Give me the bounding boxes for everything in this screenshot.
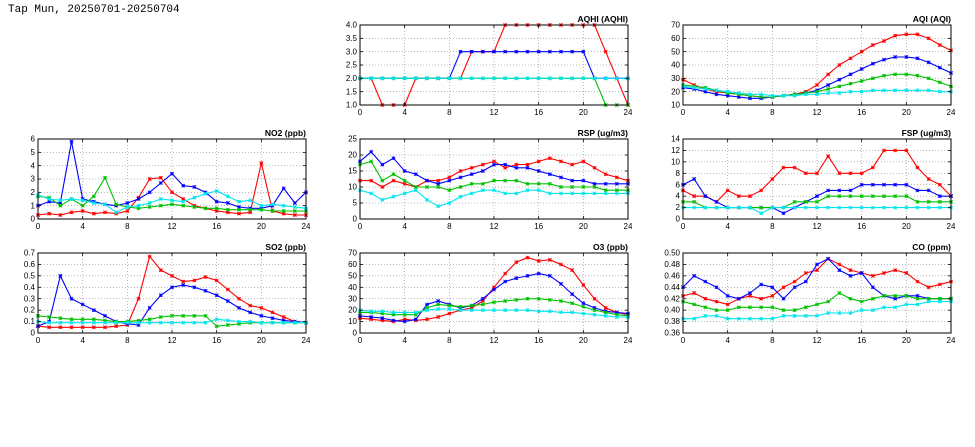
svg-text:70: 70 — [671, 20, 680, 30]
svg-text:2: 2 — [30, 187, 35, 197]
svg-text:3: 3 — [30, 174, 35, 184]
svg-text:0: 0 — [352, 214, 357, 224]
svg-text:0: 0 — [357, 222, 363, 231]
svg-text:12: 12 — [167, 222, 177, 231]
svg-text:24: 24 — [623, 222, 632, 231]
svg-text:20: 20 — [348, 150, 357, 160]
svg-text:0: 0 — [680, 108, 686, 117]
svg-text:0.4: 0.4 — [23, 282, 35, 292]
svg-text:20: 20 — [578, 108, 588, 117]
svg-text:16: 16 — [534, 336, 544, 345]
svg-text:40: 40 — [348, 282, 357, 292]
chart-title: AQI (AQI) — [912, 14, 951, 24]
chart-title: AQHI (AQHI) — [577, 14, 628, 24]
svg-text:3.0: 3.0 — [345, 47, 357, 57]
svg-text:8: 8 — [125, 336, 130, 345]
svg-text:0.2: 0.2 — [23, 305, 35, 315]
svg-text:0.44: 0.44 — [664, 282, 680, 292]
svg-text:0.40: 0.40 — [664, 305, 680, 315]
svg-text:16: 16 — [534, 222, 544, 231]
svg-text:60: 60 — [671, 33, 680, 43]
svg-text:2.0: 2.0 — [345, 73, 357, 83]
chart-title: NO2 (ppb) — [264, 128, 306, 138]
svg-text:8: 8 — [447, 336, 452, 345]
svg-text:16: 16 — [212, 222, 222, 231]
svg-text:16: 16 — [857, 108, 867, 117]
svg-text:4: 4 — [30, 161, 35, 171]
svg-text:0: 0 — [357, 108, 363, 117]
svg-text:20: 20 — [901, 222, 911, 231]
svg-text:0: 0 — [352, 328, 357, 338]
chart-panel-co — [655, 242, 955, 347]
svg-text:24: 24 — [623, 108, 632, 117]
svg-text:0: 0 — [30, 328, 35, 338]
svg-text:50: 50 — [348, 271, 357, 281]
chart-panel-so2 — [10, 242, 310, 347]
svg-text:14: 14 — [671, 134, 680, 144]
svg-text:4: 4 — [80, 336, 85, 345]
svg-text:0.1: 0.1 — [23, 317, 35, 327]
svg-text:24: 24 — [623, 336, 632, 345]
chart-panel-no2 — [10, 128, 310, 233]
svg-text:50: 50 — [671, 47, 680, 57]
svg-text:12: 12 — [489, 222, 499, 231]
svg-text:12: 12 — [489, 336, 499, 345]
svg-text:8: 8 — [675, 168, 680, 178]
svg-text:0.3: 0.3 — [23, 294, 35, 304]
svg-text:15: 15 — [348, 166, 357, 176]
chart-title: SO2 (ppb) — [265, 242, 306, 252]
svg-text:20: 20 — [901, 108, 911, 117]
svg-text:0.48: 0.48 — [664, 260, 680, 270]
chart-title: RSP (ug/m3) — [577, 128, 628, 138]
svg-text:3.5: 3.5 — [345, 33, 357, 43]
svg-text:0.46: 0.46 — [664, 271, 680, 281]
svg-text:24: 24 — [946, 336, 955, 345]
svg-text:30: 30 — [671, 73, 680, 83]
svg-text:0.42: 0.42 — [664, 294, 680, 304]
svg-text:8: 8 — [447, 108, 452, 117]
chart-panel-aqhi — [332, 14, 632, 119]
svg-text:4.0: 4.0 — [345, 20, 357, 30]
svg-text:20: 20 — [578, 336, 588, 345]
svg-text:10: 10 — [348, 317, 357, 327]
svg-text:30: 30 — [348, 294, 357, 304]
svg-text:24: 24 — [946, 222, 955, 231]
chart-title: FSP (ug/m3) — [901, 128, 951, 138]
svg-text:1.5: 1.5 — [345, 87, 357, 97]
svg-text:12: 12 — [489, 108, 499, 117]
svg-text:20: 20 — [256, 336, 266, 345]
chart-title: O3 (ppb) — [593, 242, 628, 252]
svg-text:1.0: 1.0 — [345, 100, 357, 110]
svg-text:20: 20 — [901, 336, 911, 345]
chart-panel-o3 — [332, 242, 632, 347]
svg-text:4: 4 — [725, 336, 730, 345]
svg-text:0: 0 — [680, 336, 686, 345]
svg-text:60: 60 — [348, 260, 357, 270]
svg-text:4: 4 — [402, 336, 407, 345]
svg-text:8: 8 — [447, 222, 452, 231]
svg-text:0: 0 — [35, 336, 41, 345]
svg-text:6: 6 — [675, 180, 680, 190]
svg-text:24: 24 — [946, 108, 955, 117]
svg-text:8: 8 — [125, 222, 130, 231]
svg-text:0.7: 0.7 — [23, 248, 35, 258]
svg-text:10: 10 — [348, 182, 357, 192]
svg-text:70: 70 — [348, 248, 357, 258]
svg-text:0: 0 — [680, 222, 686, 231]
svg-text:6: 6 — [30, 134, 35, 144]
svg-text:0: 0 — [357, 336, 363, 345]
svg-text:12: 12 — [812, 222, 822, 231]
svg-text:24: 24 — [301, 336, 310, 345]
svg-text:0.50: 0.50 — [664, 248, 680, 258]
svg-text:4: 4 — [725, 108, 730, 117]
svg-text:1: 1 — [30, 201, 35, 211]
svg-text:16: 16 — [534, 108, 544, 117]
svg-text:8: 8 — [770, 336, 775, 345]
svg-text:0: 0 — [35, 222, 41, 231]
svg-text:20: 20 — [671, 87, 680, 97]
svg-text:20: 20 — [348, 305, 357, 315]
svg-text:12: 12 — [812, 108, 822, 117]
svg-text:16: 16 — [857, 222, 867, 231]
svg-text:0: 0 — [30, 214, 35, 224]
svg-text:5: 5 — [30, 147, 35, 157]
svg-text:24: 24 — [301, 222, 310, 231]
svg-text:8: 8 — [770, 108, 775, 117]
svg-text:12: 12 — [167, 336, 177, 345]
svg-text:10: 10 — [671, 157, 680, 167]
svg-text:4: 4 — [675, 191, 680, 201]
svg-text:0: 0 — [675, 214, 680, 224]
svg-text:16: 16 — [212, 336, 222, 345]
svg-text:0.38: 0.38 — [664, 317, 680, 327]
svg-text:0.6: 0.6 — [23, 260, 35, 270]
svg-text:20: 20 — [256, 222, 266, 231]
chart-title: CO (ppm) — [912, 242, 951, 252]
svg-text:25: 25 — [348, 134, 357, 144]
svg-text:4: 4 — [725, 222, 730, 231]
svg-text:4: 4 — [402, 108, 407, 117]
svg-text:5: 5 — [352, 198, 357, 208]
chart-panel-aqi — [655, 14, 955, 119]
svg-text:4: 4 — [80, 222, 85, 231]
svg-text:10: 10 — [671, 100, 680, 110]
svg-text:20: 20 — [578, 222, 588, 231]
svg-text:0.36: 0.36 — [664, 328, 680, 338]
svg-text:16: 16 — [857, 336, 867, 345]
svg-text:12: 12 — [812, 336, 822, 345]
chart-panel-fsp — [655, 128, 955, 233]
svg-text:0.5: 0.5 — [23, 271, 35, 281]
svg-text:8: 8 — [770, 222, 775, 231]
page-title: Tap Mun, 20250701-20250704 — [8, 4, 180, 16]
svg-text:40: 40 — [671, 60, 680, 70]
chart-panel-rsp — [332, 128, 632, 233]
svg-text:2.5: 2.5 — [345, 60, 357, 70]
svg-text:12: 12 — [671, 146, 680, 156]
svg-text:4: 4 — [402, 222, 407, 231]
svg-text:2: 2 — [675, 203, 680, 213]
